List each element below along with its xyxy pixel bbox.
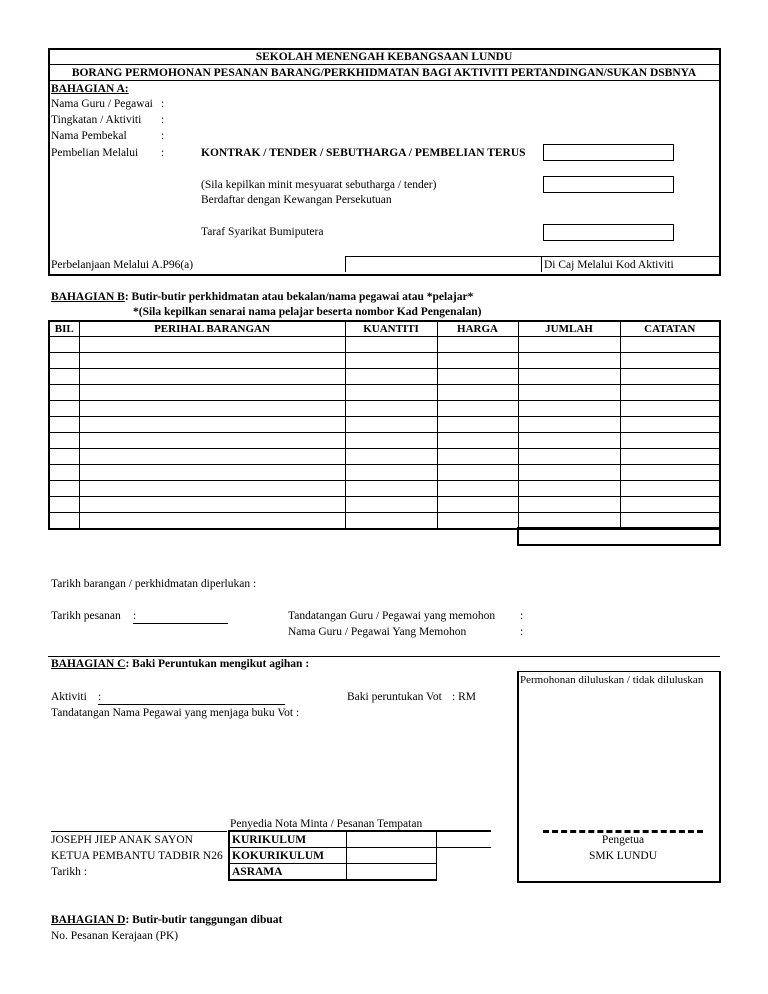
table-cell[interactable] (345, 401, 437, 417)
table-cell[interactable] (79, 497, 345, 513)
table-cell[interactable] (437, 369, 518, 385)
table-cell[interactable] (49, 513, 79, 530)
header-divider-2 (48, 80, 720, 81)
table-row (49, 433, 720, 449)
table-cell[interactable] (49, 497, 79, 513)
applicant-signature-label: Tandatangan Guru / Pegawai yang memohon (288, 610, 496, 622)
officer-title: KETUA PEMBANTU TADBIR N26 (51, 850, 223, 862)
table-cell[interactable] (79, 369, 345, 385)
table-cell[interactable] (620, 385, 720, 401)
field-sep-teacher: : (161, 98, 165, 110)
table-cell[interactable] (345, 417, 437, 433)
table-row (49, 465, 720, 481)
table-cell[interactable] (518, 433, 620, 449)
unit-asrama-value[interactable] (346, 864, 436, 881)
table-cell[interactable] (620, 369, 720, 385)
table-row (49, 401, 720, 417)
table-cell[interactable] (49, 481, 79, 497)
principal-label: Pengetua (601, 834, 645, 846)
officer-signature-line[interactable] (51, 831, 227, 832)
table-cell[interactable] (345, 369, 437, 385)
section-c-title: BAHAGIAN C (51, 658, 126, 670)
field-label-level: Tingkatan / Aktiviti (51, 114, 142, 126)
field-label-teacher: Nama Guru / Pegawai (51, 98, 153, 110)
total-box[interactable] (517, 527, 721, 546)
table-cell[interactable] (437, 449, 518, 465)
table-cell[interactable] (79, 433, 345, 449)
unit-kurikulum-value[interactable] (346, 831, 436, 848)
section-b-note: *(Sila kepilkan senarai nama pelajar beserta nombor Kad Pengenalan) (133, 306, 482, 318)
officer-name: JOSEPH JIEP ANAK SAYON (51, 834, 193, 846)
charged-via-label: Di Caj Melalui Kod Aktiviti (544, 259, 674, 271)
activity-sep: : (98, 691, 102, 703)
table-cell[interactable] (345, 385, 437, 401)
table-cell[interactable] (518, 481, 620, 497)
table-cell[interactable] (620, 465, 720, 481)
section-a-title: BAHAGIAN A: (51, 83, 129, 95)
table-cell[interactable] (437, 481, 518, 497)
section-c-subtitle: : Baki Peruntukan mengikut agihan : (125, 658, 310, 670)
unit-row (229, 864, 491, 881)
table-cell[interactable] (49, 465, 79, 481)
table-cell[interactable] (620, 497, 720, 513)
col-bil: BIL (49, 321, 79, 337)
purchase-methods: KONTRAK / TENDER / SEBUTHARGA / PEMBELIAN TERUS (201, 147, 526, 159)
table-cell[interactable] (437, 417, 518, 433)
minutes-box[interactable] (543, 176, 674, 193)
table-cell[interactable] (620, 337, 720, 353)
field-label-supplier: Nama Pembekal (51, 130, 127, 142)
vote-keeper-signature-label: Tandatangan Nama Pegawai yang menjaga buku Vot : (51, 707, 300, 719)
table-cell[interactable] (345, 433, 437, 449)
table-cell[interactable] (49, 369, 79, 385)
table-cell[interactable] (620, 433, 720, 449)
field-label-purchase: Pembelian Melalui (51, 147, 139, 159)
applicant-signature-sep: : (520, 610, 524, 622)
table-cell[interactable] (437, 433, 518, 449)
table-row (49, 417, 720, 433)
approval-label: Permohonan diluluskan / tidak diluluskan (520, 674, 704, 686)
items-table (48, 320, 721, 530)
table-cell[interactable] (620, 401, 720, 417)
government-order-no-label: No. Pesanan Kerajaan (PK) (51, 930, 179, 942)
section-d-title: BAHAGIAN D (51, 914, 126, 926)
table-row (49, 497, 720, 513)
table-row (49, 353, 720, 369)
table-cell[interactable] (437, 497, 518, 513)
expense-right-divider (541, 256, 542, 272)
table-cell[interactable] (437, 465, 518, 481)
col-perihal: PERIHAL BARANGAN (79, 321, 345, 337)
bumiputera-label: Taraf Syarikat Bumiputera (201, 226, 324, 238)
officer-date-label: Tarikh : (51, 866, 87, 878)
table-cell[interactable] (437, 337, 518, 353)
vote-rm: : RM (452, 691, 476, 703)
items-header-row (49, 321, 720, 337)
table-cell[interactable] (518, 385, 620, 401)
expense-via-value[interactable] (345, 256, 541, 272)
table-cell[interactable] (518, 337, 620, 353)
activity-label: Aktiviti (51, 691, 87, 703)
table-cell[interactable] (345, 353, 437, 369)
activity-line[interactable] (98, 704, 285, 705)
unit-row (229, 848, 491, 864)
section-b-subtitle: : Butir-butir perkhidmatan atau bekalan/nama pegawai atau *pelajar* (124, 291, 474, 303)
section-b-title: BAHAGIAN B (51, 291, 125, 303)
table-row (49, 369, 720, 385)
table-cell[interactable] (79, 401, 345, 417)
table-cell[interactable] (79, 337, 345, 353)
field-sep-purchase: : (161, 147, 165, 159)
table-cell[interactable] (345, 481, 437, 497)
preparer-label: Penyedia Nota Minta / Pesanan Tempatan (230, 818, 423, 830)
table-cell[interactable] (345, 497, 437, 513)
school-name: SEKOLAH MENENGAH KEBANGSAAN LUNDU (255, 51, 513, 63)
form-title: BORANG PERMOHONAN PESANAN BARANG/PERKHIDMATAN BAGI AKTIVITI PERTANDINGAN/SUKAN DSBNYA (71, 67, 697, 79)
order-date-sep: : (133, 610, 137, 622)
vote-balance-label: Baki peruntukan Vot (347, 691, 442, 703)
table-row (49, 449, 720, 465)
unit-row (229, 831, 491, 848)
table-cell[interactable] (49, 449, 79, 465)
header-divider-1 (48, 64, 720, 65)
table-cell[interactable] (620, 449, 720, 465)
table-cell[interactable] (518, 465, 620, 481)
table-cell[interactable] (79, 449, 345, 465)
registered-label: Berdaftar dengan Kewangan Persekutuan (201, 194, 392, 206)
table-cell[interactable] (79, 385, 345, 401)
principal-school: SMK LUNDU (588, 850, 658, 862)
unit-asrama[interactable]: ASRAMA (229, 864, 346, 881)
table-cell[interactable] (345, 449, 437, 465)
unit-kurikulum-extra[interactable] (436, 831, 491, 848)
col-harga: HARGA (437, 321, 518, 337)
table-cell[interactable] (437, 401, 518, 417)
unit-asrama-extra[interactable] (436, 864, 491, 881)
applicant-name-sep: : (520, 626, 524, 638)
table-cell[interactable] (345, 513, 437, 530)
unit-kokurikulum[interactable]: KOKURIKULUM (229, 848, 346, 864)
table-cell[interactable] (49, 433, 79, 449)
table-cell[interactable] (518, 449, 620, 465)
table-cell[interactable] (49, 401, 79, 417)
col-jumlah: JUMLAH (518, 321, 620, 337)
table-cell[interactable] (437, 513, 518, 530)
table-cell[interactable] (79, 417, 345, 433)
col-kuantiti: KUANTITI (345, 321, 437, 337)
unit-kokurikulum-extra[interactable] (436, 848, 491, 864)
table-cell[interactable] (518, 417, 620, 433)
unit-kurikulum[interactable]: KURIKULUM (229, 831, 346, 848)
col-catatan: CATATAN (620, 321, 720, 337)
table-cell[interactable] (620, 481, 720, 497)
table-row (49, 481, 720, 497)
units-table (228, 830, 491, 881)
table-cell[interactable] (518, 353, 620, 369)
order-date-line[interactable] (133, 623, 228, 624)
table-cell[interactable] (79, 353, 345, 369)
table-row (49, 337, 720, 353)
table-cell[interactable] (79, 513, 345, 530)
section-b-heading (51, 290, 473, 304)
section-c-heading (51, 657, 309, 671)
table-cell[interactable] (518, 401, 620, 417)
table-cell[interactable] (620, 353, 720, 369)
field-sep-supplier: : (161, 130, 165, 142)
order-date-label: Tarikh pesanan (51, 610, 121, 622)
table-cell[interactable] (49, 385, 79, 401)
table-cell[interactable] (345, 465, 437, 481)
table-cell[interactable] (518, 369, 620, 385)
field-sep-level: : (161, 114, 165, 126)
unit-kokurikulum-value[interactable] (346, 848, 436, 864)
expense-via-label: Perbelanjaan Melalui A.P96(a) (51, 259, 194, 271)
section-d-subtitle: : Butir-butir tanggungan dibuat (125, 914, 283, 926)
applicant-name-label: Nama Guru / Pegawai Yang Memohon (288, 626, 467, 638)
purchase-method-box[interactable] (543, 144, 674, 161)
table-cell[interactable] (620, 417, 720, 433)
required-date-label: Tarikh barangan / perkhidmatan diperlukan : (51, 578, 257, 590)
table-cell[interactable] (345, 337, 437, 353)
note-minutes: (Sila kepilkan minit mesyuarat sebutharga / tender) (201, 179, 437, 191)
table-cell[interactable] (79, 465, 345, 481)
table-cell[interactable] (49, 337, 79, 353)
form-frame (48, 48, 721, 276)
table-cell[interactable] (437, 385, 518, 401)
table-row (49, 385, 720, 401)
table-cell[interactable] (518, 497, 620, 513)
table-cell[interactable] (79, 481, 345, 497)
table-cell[interactable] (49, 417, 79, 433)
section-d-heading (51, 913, 282, 927)
bumiputera-box[interactable] (543, 224, 674, 241)
table-cell[interactable] (49, 353, 79, 369)
table-cell[interactable] (437, 353, 518, 369)
